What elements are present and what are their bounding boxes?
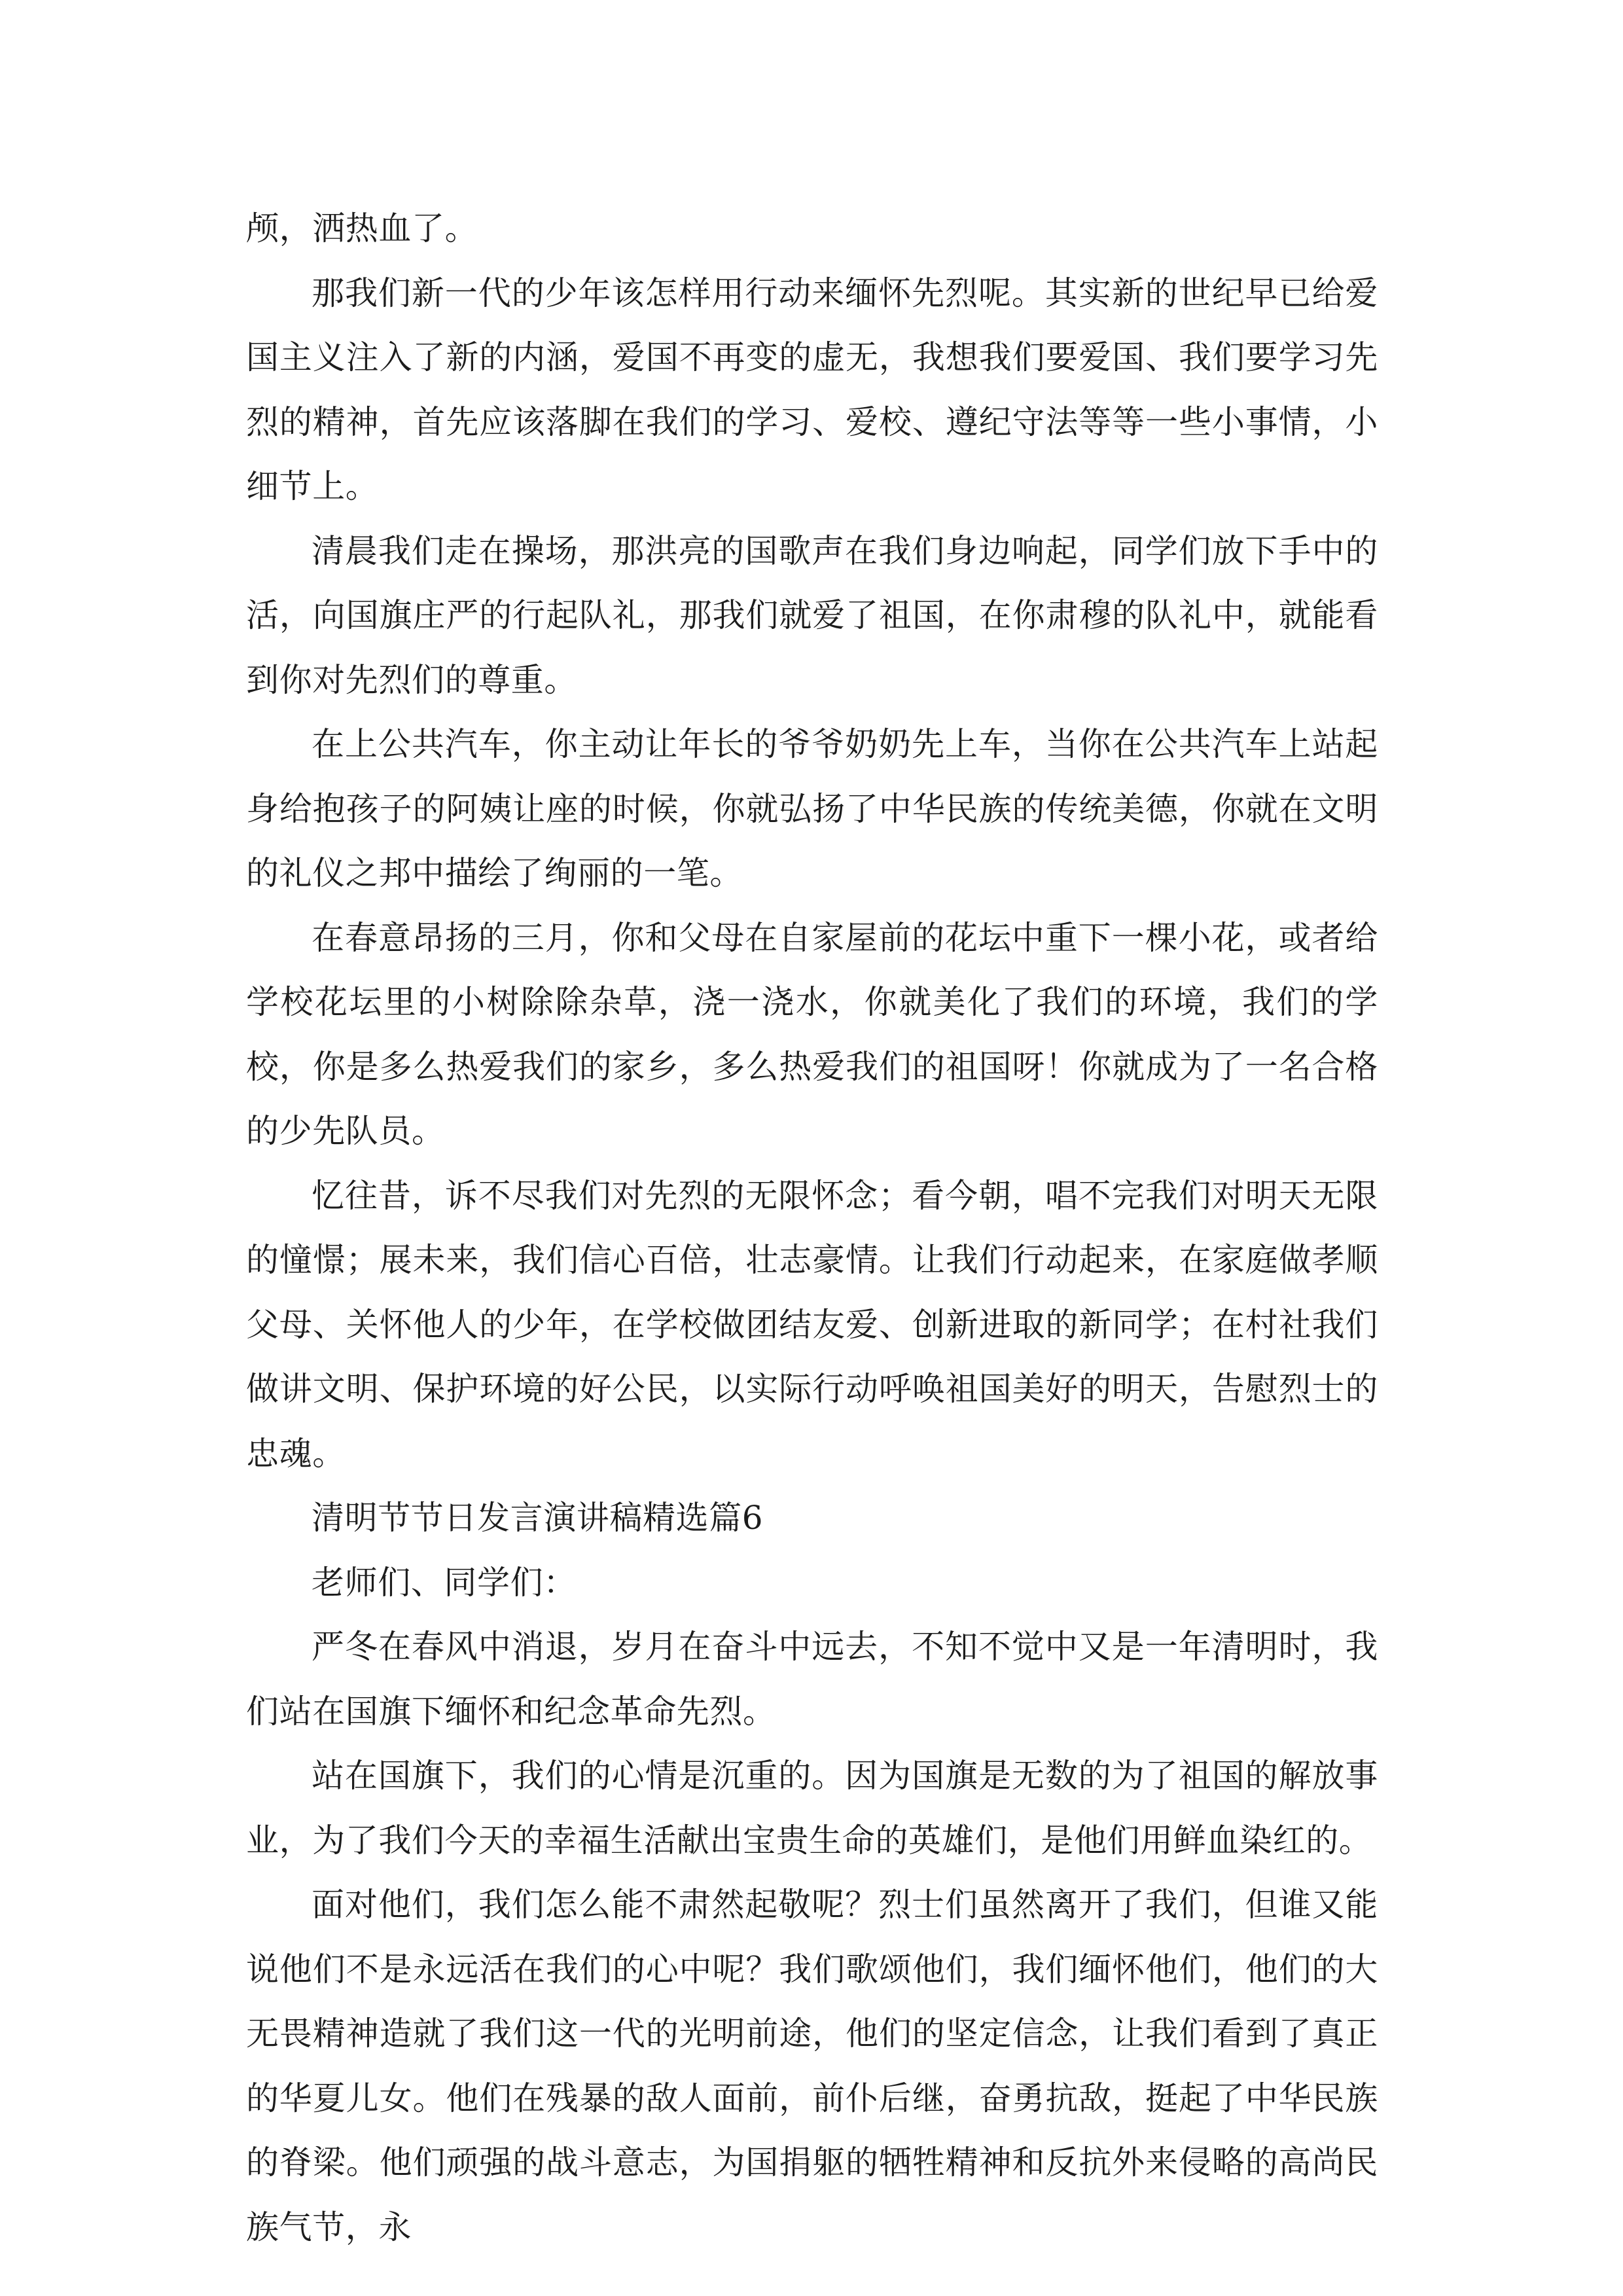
paragraph: 在春意昂扬的三月，你和父母在自家屋前的花坛中重下一棵小花，或者给学校花坛里的小树除除杂草，浇一浇水，你就美化了我们的环境，我们的学校，你是多么热爱我们的家乡，多么热爱我们的祖国呀！你就成为了一名合格的少先队员。 [246,918,1378,1150]
paragraph: 面对他们，我们怎么能不肃然起敬呢？烈士们虽然离开了我们，但谁又能说他们不是永远活在我们的心中呢？我们歌颂他们，我们缅怀他们，他们的大无畏精神造就了我们这一代的光明前途，他们的坚定信念，让我们看到了真正的华夏儿女。他们在残暴的敌人面前，前仆后继，奋勇抗敌，挺起了中华民族的脊梁。他们顽强的战斗意志，为国捐躯的牺牲精神和反抗外来侵略的高尚民族气节，永 [246,1886,1378,2246]
paragraph: 在上公共汽车，你主动让年长的爷爷奶奶先上车，当你在公共汽车上站起身给抱孩子的阿姨让座的时候，你就弘扬了中华民族的传统美德，你就在文明的礼仪之邦中描绘了绚丽的一笔。 [246,725,1378,892]
salutation: 老师们、同学们： [312,1563,577,1602]
paragraph: 严冬在春风中消退，岁月在奋斗中远去，不知不觉中又是一年清明时，我们站在国旗下缅怀和纪念革命先烈。 [246,1628,1378,1731]
document-body [246,196,1378,2259]
paragraph: 那我们新一代的少年该怎样用行动来缅怀先烈呢。其实新的世纪早已给爱国主义注入了新的内涵，爱国不再变的虚无，我想我们要爱国、我们要学习先烈的精神，首先应该落脚在我们的学习、爱校、遵纪守法等等一些小事情，小细节上。 [246,274,1378,505]
section-heading: 清明节节日发言演讲稿精选篇6 [312,1499,764,1537]
paragraph: 清晨我们走在操场，那洪亮的国歌声在我们身边响起，同学们放下手中的活，向国旗庄严的行起队礼，那我们就爱了祖国，在你肃穆的队礼中，就能看到你对先烈们的尊重。 [246,531,1378,699]
paragraph-continuation: 颅，洒热血了。 [246,209,478,247]
paragraph: 忆往昔，诉不尽我们对先烈的无限怀念；看今朝，唱不完我们对明天无限的憧憬；展未来，我们信心百倍，壮志豪情。让我们行动起来，在家庭做孝顺父母、关怀他人的少年，在学校做团结友爱、创新进取的新同学；在村社我们做讲文明、保护环境的好公民，以实际行动呼唤祖国美好的明天，告慰烈士的忠魂。 [246,1176,1378,1473]
paragraph: 站在国旗下，我们的心情是沉重的。因为国旗是无数的为了祖国的解放事业，为了我们今天的幸福生活献出宝贵生命的英雄们，是他们用鲜血染红的。 [246,1757,1378,1859]
